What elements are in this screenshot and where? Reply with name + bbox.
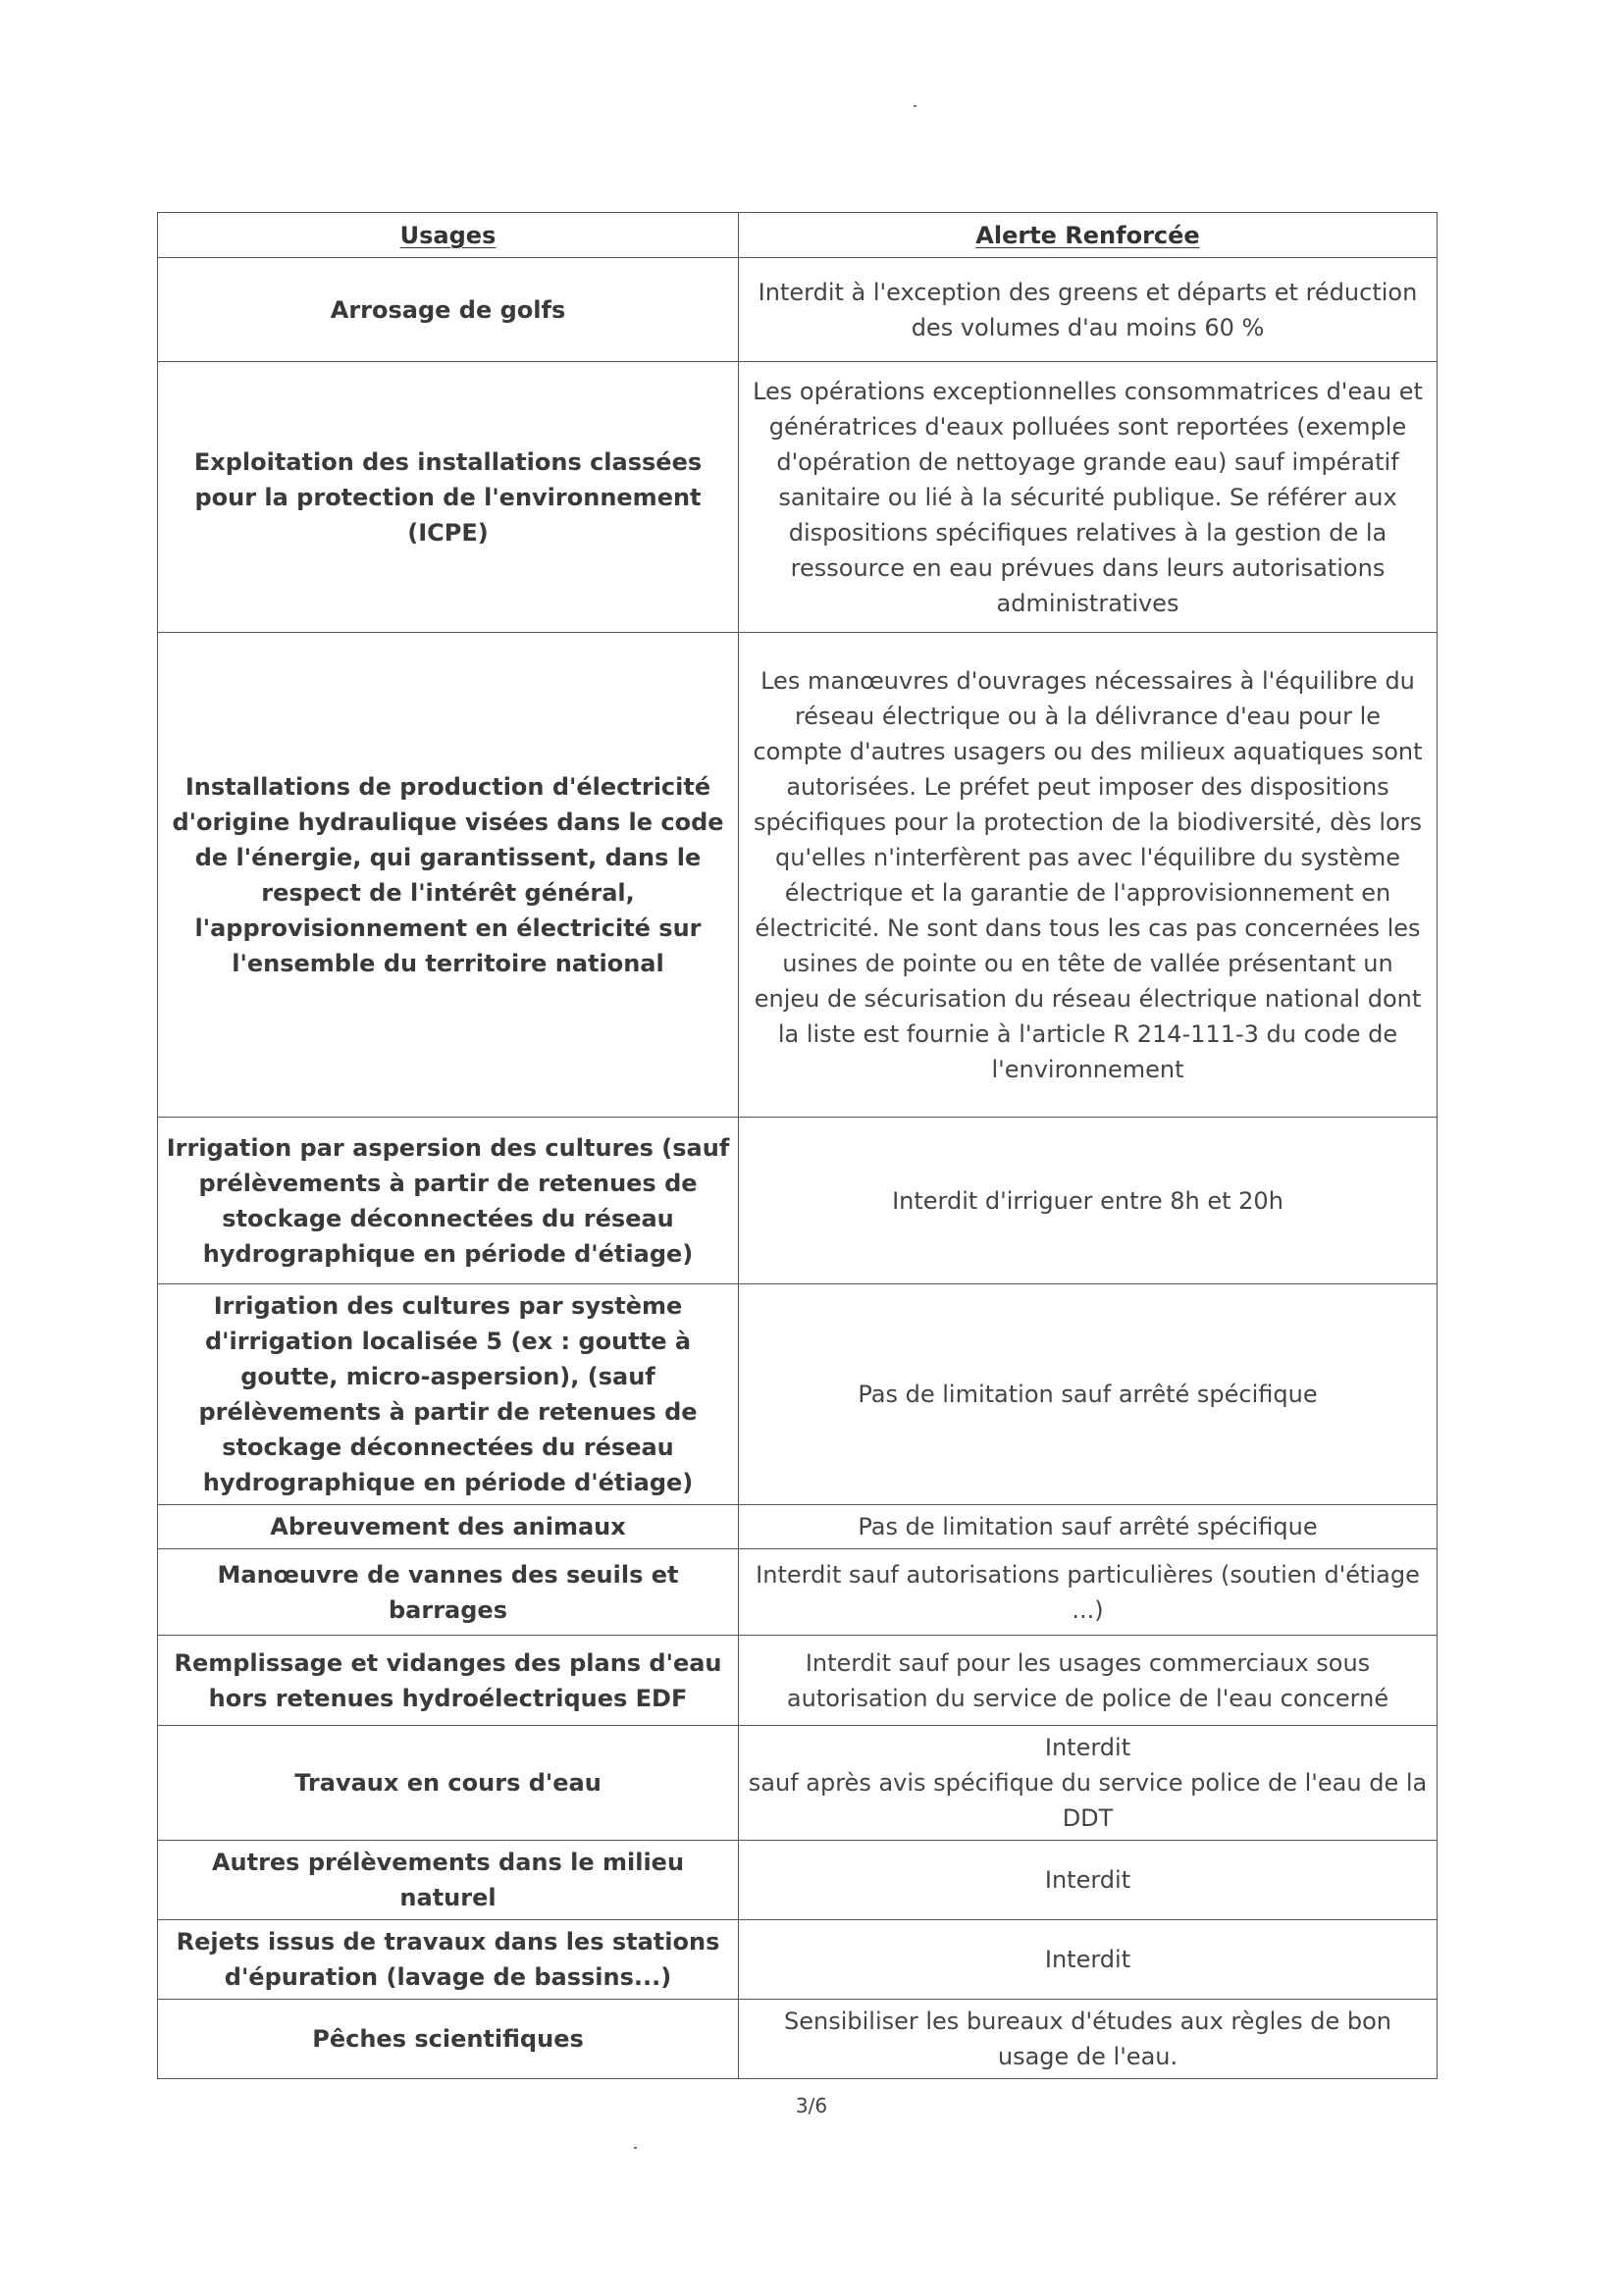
table-row xyxy=(158,1841,1438,1920)
usage-cell: Remplissage et vidanges des plans d'eau hors retenues hydroélectriques EDF xyxy=(158,1636,739,1726)
usage-cell: Pêches scientifiques xyxy=(158,2000,739,2079)
usage-cell: Exploitation des installations classées pour la protection de l'environnement (ICPE) xyxy=(158,362,739,633)
table-row xyxy=(158,1636,1438,1726)
usage-cell: Irrigation par aspersion des cultures (sauf prélèvements à partir de retenues de stockage déconnectées du réseau hydrographique en période d'étiage) xyxy=(158,1118,739,1284)
usage-cell: Arrosage de golfs xyxy=(158,258,739,362)
document-sheet xyxy=(157,212,1437,2079)
table-row xyxy=(158,1549,1438,1636)
alert-cell: Interdit sauf pour les usages commerciaux sous autorisation du service de police de l'eau concerné xyxy=(739,1636,1438,1726)
table-header-row xyxy=(158,213,1438,258)
table-row xyxy=(158,258,1438,362)
page-number: 3/6 xyxy=(795,2094,828,2117)
alert-cell: Pas de limitation sauf arrêté spécifique xyxy=(739,1505,1438,1549)
alert-cell: Les manœuvres d'ouvrages nécessaires à l'équilibre du réseau électrique ou à la délivrance d'eau pour le compte d'autres usagers ou des milieux aquatiques sont autorisées. Le préfet peut imposer des dispositions spécifiques pour la protection de la biodiversité, dès lors qu'elles n'interfèrent pas avec l'équilibre du système électrique et la garantie de l'approvisionnement en électricité. Ne sont dans tous les cas pas concernées les usines de pointe ou en tête de vallée présentant un enjeu de sécurisation du réseau électrique national dont la liste est fournie à l'article R 214-111-3 du code de l'environnement xyxy=(739,633,1438,1118)
header-usages: Usages xyxy=(158,213,739,258)
header-alerte-renforcee: Alerte Renforcée xyxy=(739,213,1438,258)
scan-speck xyxy=(634,2147,637,2149)
usage-cell: Installations de production d'électricité d'origine hydraulique visées dans le code de l'énergie, qui garantissent, dans le respect de l'intérêt général, l'approvisionnement en électricité sur l'ensemble du territoire national xyxy=(158,633,739,1118)
usage-cell: Abreuvement des animaux xyxy=(158,1505,739,1549)
table-row xyxy=(158,1118,1438,1284)
scan-speck xyxy=(914,105,916,107)
usage-cell: Autres prélèvements dans le milieu naturel xyxy=(158,1841,739,1920)
water-usage-table xyxy=(157,212,1438,2079)
alert-cell xyxy=(739,1726,1438,1841)
alert-cell: Interdit à l'exception des greens et départs et réduction des volumes d'au moins 60 % xyxy=(739,258,1438,362)
alert-cell: Interdit d'irriguer entre 8h et 20h xyxy=(739,1118,1438,1284)
alert-line-secondary: sauf après avis spécifique du service police de l'eau de la DDT xyxy=(748,1769,1428,1832)
usage-cell: Manœuvre de vannes des seuils et barrages xyxy=(158,1549,739,1636)
alert-cell: Sensibiliser les bureaux d'études aux règles de bon usage de l'eau. xyxy=(739,2000,1438,2079)
alert-cell: Interdit sauf autorisations particulières (soutien d'étiage ...) xyxy=(739,1549,1438,1636)
table-row xyxy=(158,1505,1438,1549)
alert-line-primary: Interdit xyxy=(1044,1734,1131,1761)
table-row xyxy=(158,2000,1438,2079)
alert-cell: Interdit xyxy=(739,1841,1438,1920)
usage-cell: Rejets issus de travaux dans les stations d'épuration (lavage de bassins...) xyxy=(158,1920,739,2000)
table-row xyxy=(158,633,1438,1118)
table-row xyxy=(158,1920,1438,2000)
table-row xyxy=(158,1726,1438,1841)
table-row xyxy=(158,1284,1438,1505)
alert-cell: Interdit xyxy=(739,1920,1438,2000)
table-row xyxy=(158,362,1438,633)
alert-cell: Pas de limitation sauf arrêté spécifique xyxy=(739,1284,1438,1505)
usage-cell: Travaux en cours d'eau xyxy=(158,1726,739,1841)
usage-cell: Irrigation des cultures par système d'irrigation localisée 5 (ex : goutte à goutte, micro-aspersion), (sauf prélèvements à partir de retenues de stockage déconnectées du réseau hydrographique en période d'étiage) xyxy=(158,1284,739,1505)
alert-cell: Les opérations exceptionnelles consommatrices d'eau et génératrices d'eaux polluées sont reportées (exemple d'opération de nettoyage grande eau) sauf impératif sanitaire ou lié à la sécurité publique. Se référer aux dispositions spécifiques relatives à la gestion de la ressource en eau prévues dans leurs autorisations administratives xyxy=(739,362,1438,633)
